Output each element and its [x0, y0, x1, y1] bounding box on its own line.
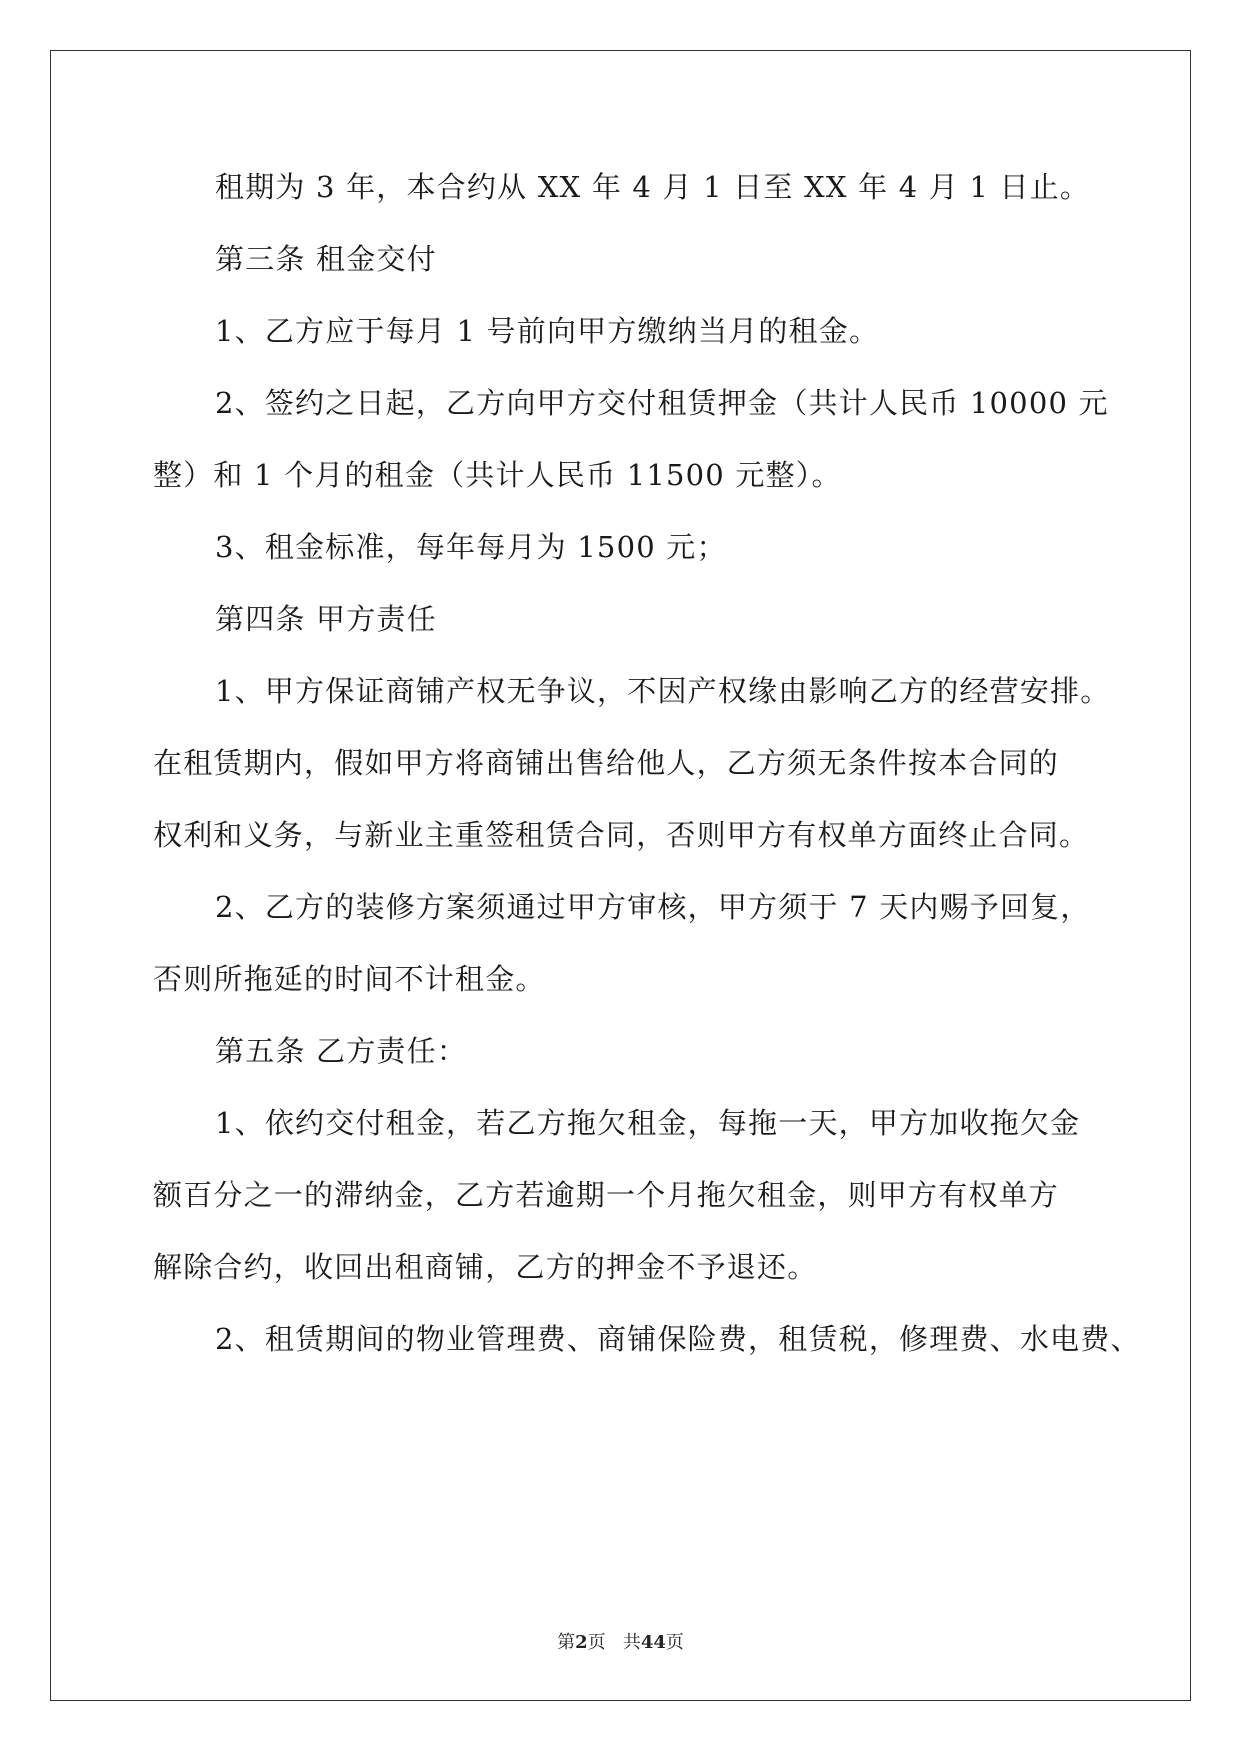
text-line-17: 2、租赁期间的物业管理费、商铺保险费，租赁税，修理费、水电费、: [215, 1322, 1141, 1356]
text-line-5: 整）和 1 个月的租金（共计人民币 11500 元整）。: [153, 458, 842, 492]
page-border: [50, 50, 1191, 1701]
text-line-15: 额百分之一的滞纳金，乙方若逾期一个月拖欠租金，则甲方有权单方: [153, 1178, 1060, 1212]
text-line-11: 2、乙方的装修方案须通过甲方审核，甲方须于 7 天内赐予回复，: [215, 890, 1091, 924]
text-line-4: 2、签约之日起，乙方向甲方交付租赁押金（共计人民币 10000 元: [215, 386, 1109, 420]
footer-total-prefix: 共: [622, 1632, 641, 1653]
footer-page-suffix: 页: [587, 1632, 606, 1653]
text-line-3: 1、乙方应于每月 1 号前向甲方缴纳当月的租金。: [215, 314, 880, 348]
text-line-8: 1、甲方保证商铺产权无争议，不因产权缘由影响乙方的经营安排。: [215, 674, 1111, 708]
page-number: 2: [575, 1632, 588, 1653]
page-footer: [0, 1628, 1241, 1654]
text-line-1: 租期为 3 年，本合约从 XX 年 4 月 1 日至 XX 年 4 月 1 日止。: [215, 170, 1091, 204]
footer-total-suffix: 页: [665, 1632, 684, 1653]
text-line-14: 1、依约交付租金，若乙方拖欠租金，每拖一天，甲方加收拖欠金: [215, 1106, 1081, 1140]
total-pages: 44: [640, 1632, 666, 1653]
text-line-10: 权利和义务，与新业主重签租赁合同，否则甲方有权单方面终止合同。: [153, 818, 1090, 852]
footer-prefix: 第: [557, 1632, 576, 1653]
text-line-9: 在租赁期内，假如甲方将商铺出售给他人，乙方须无条件按本合同的: [153, 746, 1060, 780]
text-line-16: 解除合约，收回出租商铺，乙方的押金不予退还。: [153, 1250, 818, 1284]
text-line-6: 3、租金标准，每年每月为 1500 元；: [215, 530, 727, 564]
section-heading-4: 第四条 甲方责任: [215, 602, 437, 636]
section-heading-5: 第五条 乙方责任：: [215, 1034, 468, 1068]
text-line-12: 否则所拖延的时间不计租金。: [153, 962, 546, 996]
section-heading-3: 第三条 租金交付: [215, 242, 437, 276]
